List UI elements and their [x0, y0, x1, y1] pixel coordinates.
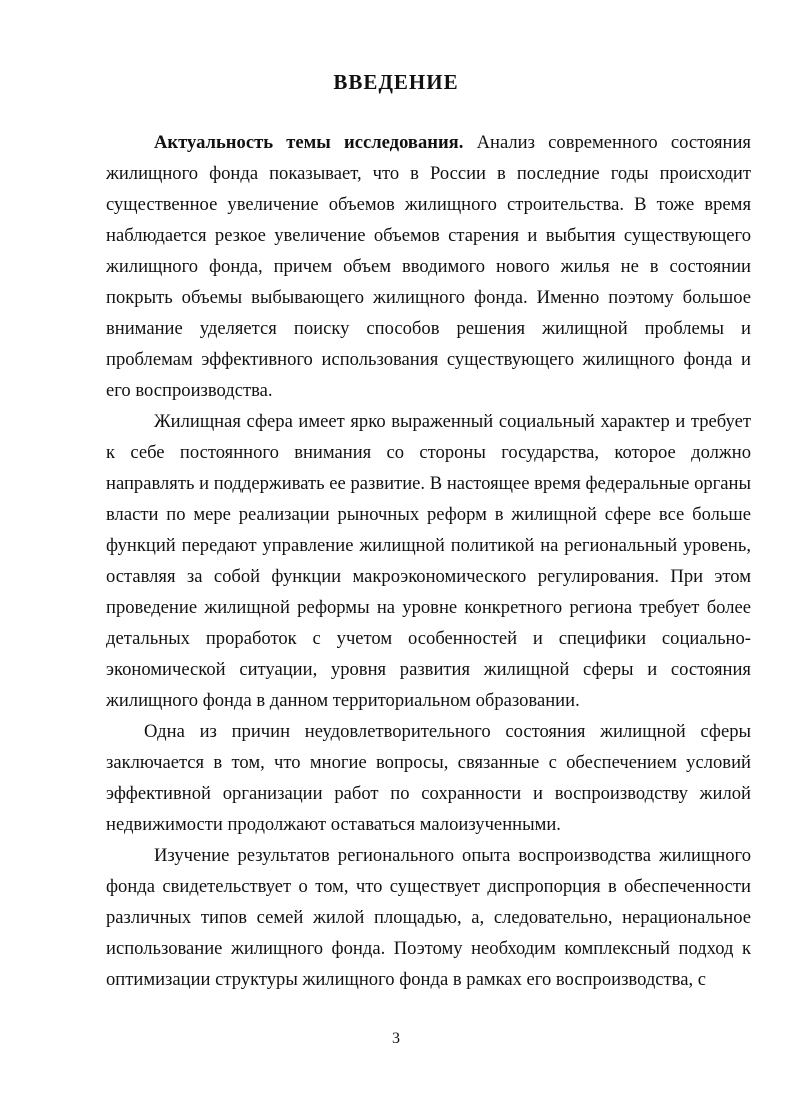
paragraph-regional-experience: Изучение результатов регионального опыта воспроизводства жилищного фонда свидетельствует о том, что существует диспропорция в обеспеченности различных типов семей жилой площадью, а, следовательно, нерациональное использование жилищного фонда. Поэтому необходим комплексный подход к оптимизации структуры жилищного фонда в рамках его воспроизводства, с [106, 845, 751, 990]
paragraph-housing-sphere: Жилищная сфера имеет ярко выраженный социальный характер и требует к себе постоянного внимания со стороны государства, которое должно направлять и поддерживать ее развитие. В настоящее время федеральные органы власти по мере реализации рыночных реформ в жилищной сфере все больше функций передают управление жилищной политикой на региональный уровень, оставляя за собой функции макроэкономического регулирования. При этом проведение жилищной реформы на уровне конкретного региона требует более детальных проработок с учетом особенностей и специфики социально-экономической ситуации, уровня развития жилищной сферы и состояния жилищного фонда в данном территориальном образовании. [106, 411, 751, 711]
paragraph-lead: Актуальность темы исследования. [154, 132, 464, 153]
section-title: ВВЕДЕНИЕ [333, 70, 459, 94]
paragraph-reasons: Одна из причин неудовлетворительного состояния жилищной сферы заключается в том, что многие вопросы, связанные с обеспечением условий эффективной организации работ по сохранности и воспроизводству жилой недвижимости продолжают оставаться малоизученными. [106, 721, 751, 835]
paragraph-relevance [106, 127, 751, 406]
body-text [106, 127, 751, 995]
page-number: 3 [392, 1030, 400, 1047]
paragraph-text: Анализ современного состояния жилищного фонда показывает, что в России в последние годы происходит существенное увеличение объемов жилищного строительства. В тоже время наблюдается резкое увеличение объемов старения и выбытия существующего жилищного фонда, причем объем вводимого нового жилья не в состоянии покрыть объемы выбывающего жилищного фонда. Именно поэтому большое внимание уделяется поиску способов решения жилищной проблемы и проблемам эффективного использования существующего жилищного фонда и его воспроизводства. [106, 132, 751, 401]
